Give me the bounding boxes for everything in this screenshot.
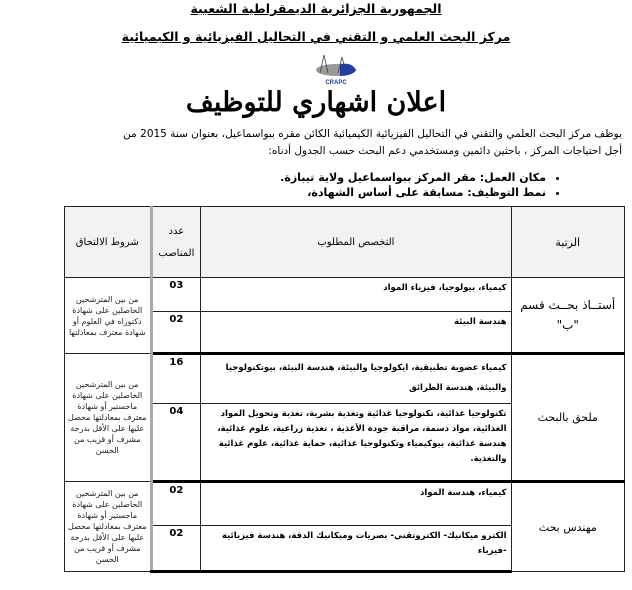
positions-cell: 02 bbox=[151, 526, 201, 572]
positions-cell: 02 bbox=[151, 482, 201, 526]
conditions-cell: من بين المترشحين الحاصلين على شهادة دكتوراه في العلوم أو شهادة معترف بمعادلتها bbox=[65, 278, 152, 354]
republic-heading-text: الجمهورية الجزائرية الديمقراطية الشعبية bbox=[190, 1, 442, 16]
conditions-cell: من بين المترشحين الحاصلين على شهادة ماجستير أو شهادة معترف بمعادلتها محصل عليها على الأقل بدرجة مشرف أو قريب من الحسن bbox=[65, 482, 152, 572]
header-rank: الرتبة bbox=[511, 207, 625, 278]
header-specialty: التخصص المطلوب bbox=[201, 207, 511, 278]
rank-cell: مهندس بحث bbox=[511, 482, 625, 572]
rank-cell: ملحق بالبحث bbox=[511, 354, 625, 482]
header-conditions: شروط الالتحاق bbox=[65, 207, 152, 278]
rank-cell: أستــاذ بحــث قسم "ب" bbox=[511, 278, 625, 354]
specialty-cell: الكترو ميكانيك- الكتروتقني- بصريات وميكانيك الدقة، هندسة فيزيائية -فيزياء bbox=[201, 526, 511, 572]
bullet-recruitment-mode: • نمط التوظيف: مسابقة على أساس الشهادة، bbox=[106, 185, 546, 200]
bullet-list bbox=[106, 170, 562, 200]
conditions-cell: من بين المترشحين الحاصلين على شهادة ماجستير أو شهادة معترف بمعادلتها محصل عليها على الأقل بدرجة مشرف أو قريب من الحسن bbox=[65, 354, 152, 482]
intro-paragraph bbox=[0, 126, 622, 160]
crapc-logo bbox=[312, 53, 360, 87]
specialty-cell: كيمياء، هندسة المواد bbox=[201, 482, 511, 526]
specialty-cell: هندسة البيئة bbox=[201, 312, 511, 354]
logo-text: CRAPC bbox=[325, 80, 347, 86]
table-header-row bbox=[65, 207, 625, 278]
republic-heading bbox=[0, 1, 632, 16]
specialty-cell: كيمياء، بيولوجيا، فيزياء المواد bbox=[201, 278, 511, 312]
center-heading bbox=[0, 29, 632, 44]
specialty-cell: تكنولوجيا غذائية، تكنولوجيا غذائية وتغذية بشرية، تغذية وتحويل المواد الغذائية، مواد دسمة، مراقبة جودة الأغذية ، تغذية زراعية، علوم غذائية، هندسة غذائية، بيوكيمياء وتكنولوجيا غذائية، حماية غذائية، علوم غذائية والتغذية. bbox=[201, 404, 511, 482]
positions-cell: 16 bbox=[151, 354, 201, 404]
positions-cell: 02 bbox=[151, 312, 201, 354]
bullet-workplace: • مكان العمل: مقر المركز ببواسماعيل ولاية تيبازة. bbox=[106, 170, 546, 185]
table-row bbox=[65, 482, 625, 526]
positions-cell: 04 bbox=[151, 404, 201, 482]
specialty-cell: كيمياء عضوية تطبيقية، ايكولوجيا والبيئة، هندسة البيئة، بيوتكنولوجيا والبيئة، هندسة الطرائق bbox=[201, 354, 511, 404]
positions-table bbox=[64, 206, 625, 573]
positions-cell: 03 bbox=[151, 278, 201, 312]
table-row bbox=[65, 354, 625, 404]
intro-line-2: أجل احتياجات المركز ، باحثين دائمين ومستخدمي دعم البحث حسب الجدول أدناه: bbox=[268, 145, 622, 157]
page-title: اعلان اشهاري للتوظيف bbox=[185, 87, 447, 118]
header-positions: عدد المناصب bbox=[151, 207, 201, 278]
center-heading-text: مركز البحث العلمي و التقني في التحاليل الفيزيائية و الكيميائية bbox=[121, 29, 511, 44]
table-row bbox=[65, 278, 625, 312]
intro-line-1: يوظف مركز البحث العلمي والتقني في التحاليل الفيزيائية الكيميائية الكائن مقره ببواسماعيل، بعنوان سنة 2015 من bbox=[123, 128, 622, 140]
